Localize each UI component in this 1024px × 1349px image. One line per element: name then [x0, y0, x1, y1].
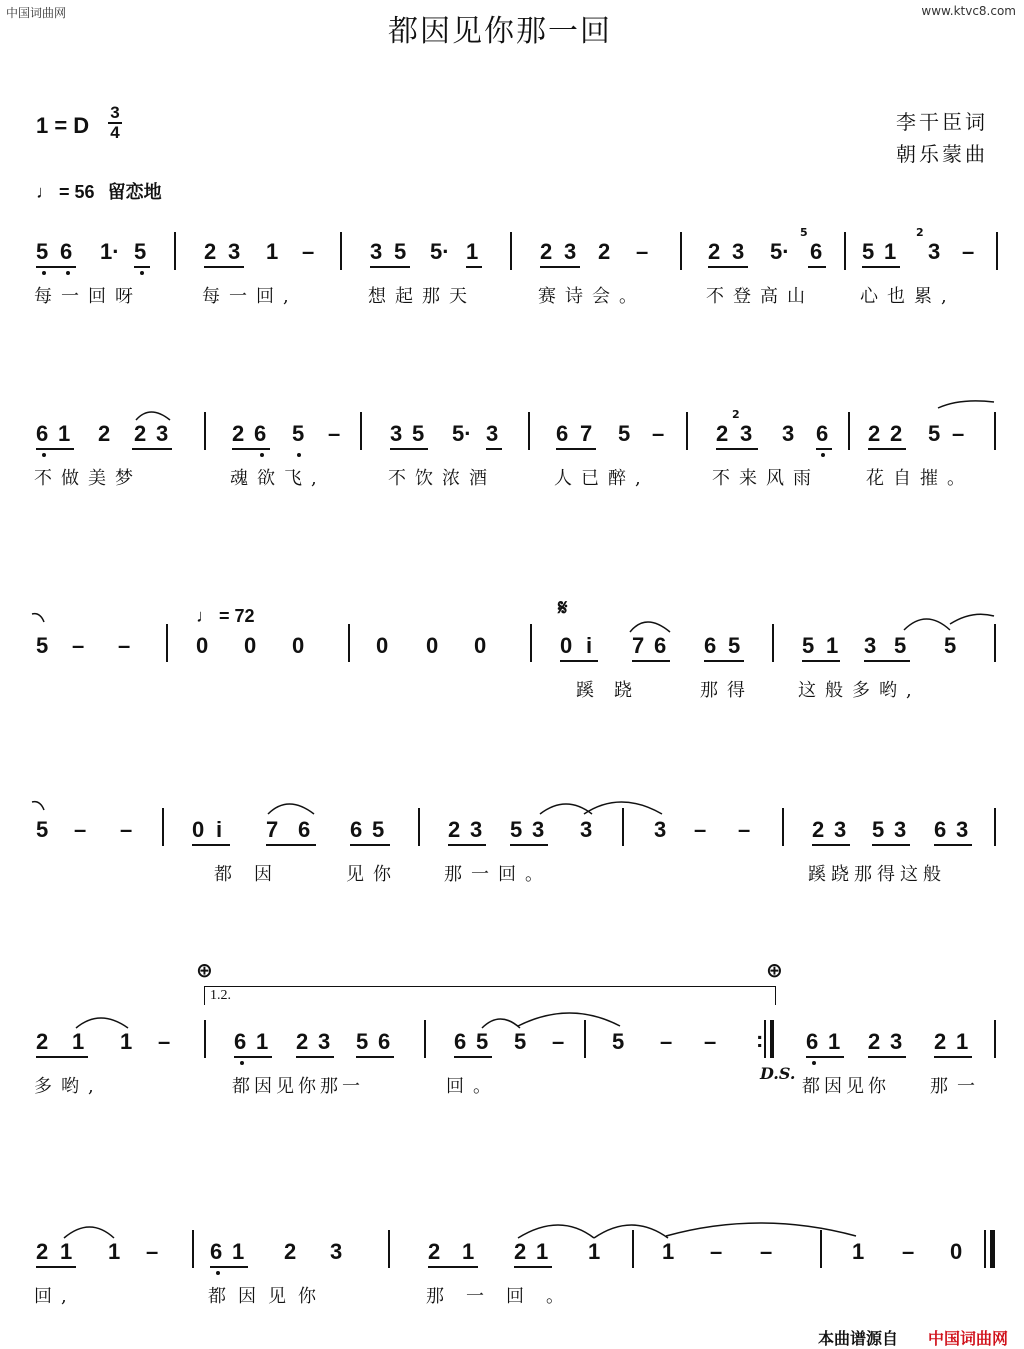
- note: i: [586, 633, 593, 658]
- note: 3: [330, 1239, 343, 1264]
- lyric: 心也累,: [860, 286, 956, 307]
- lyric: 蹊跷: [576, 680, 652, 701]
- segno-icon: 𝄋: [558, 596, 568, 621]
- dash: –: [704, 1029, 717, 1054]
- note: 5·: [770, 239, 790, 264]
- note: 5: [872, 817, 885, 842]
- tie: [76, 1018, 128, 1028]
- note: 3: [740, 421, 753, 446]
- lyric: 每一回,: [202, 286, 298, 307]
- lyric: 花自摧。: [866, 468, 974, 489]
- rest: 0: [376, 633, 389, 658]
- note: 5: [36, 239, 49, 264]
- note: 1: [60, 1239, 73, 1264]
- song-title: 都因见你那一回: [388, 14, 612, 49]
- note: 6: [816, 421, 829, 446]
- note: 6: [298, 817, 311, 842]
- dash: –: [902, 1239, 915, 1264]
- note: 1: [884, 239, 897, 264]
- time-sig-numerator: 3: [110, 103, 120, 122]
- note: 3: [486, 421, 499, 446]
- note: 3: [532, 817, 545, 842]
- note: 6: [934, 817, 947, 842]
- dash: –: [74, 817, 87, 842]
- note: 5: [618, 421, 631, 446]
- note: 3: [318, 1029, 331, 1054]
- dash: –: [302, 239, 315, 264]
- note: 3: [732, 239, 745, 264]
- note: 5: [862, 239, 875, 264]
- lyric: 不来风雨: [712, 468, 820, 489]
- footer-source-label: 本曲谱源自: [818, 1329, 899, 1348]
- note: 2: [868, 1029, 881, 1054]
- note: 2: [868, 421, 881, 446]
- note: 6: [210, 1239, 223, 1264]
- note: 3: [370, 239, 383, 264]
- note: 5·: [452, 421, 472, 446]
- note: 3: [956, 817, 969, 842]
- note: 7: [632, 633, 645, 658]
- grace-note: 2: [732, 408, 740, 421]
- note: 2: [296, 1029, 309, 1054]
- note: 6: [454, 1029, 467, 1054]
- note: 6: [36, 421, 49, 446]
- note: 1: [828, 1029, 841, 1054]
- note: 5: [612, 1029, 625, 1054]
- dash: –: [962, 239, 975, 264]
- lyric: 想起那天: [368, 286, 476, 307]
- tie: [938, 401, 994, 408]
- lyric: 魂欲飞,: [230, 468, 326, 489]
- lyric: 人已醉,: [554, 468, 650, 489]
- rest: 0: [192, 817, 205, 842]
- slur: [268, 804, 314, 814]
- lyric: 那得: [700, 680, 754, 701]
- note: 3: [928, 239, 941, 264]
- note: 2: [36, 1239, 49, 1264]
- dash: –: [952, 421, 965, 446]
- note: 3: [834, 817, 847, 842]
- note: 2: [36, 1029, 49, 1054]
- slur: [904, 619, 950, 630]
- note: 6: [254, 421, 267, 446]
- lyric: 都因见你那一: [232, 1076, 364, 1097]
- note: 2: [812, 817, 825, 842]
- note: 7: [580, 421, 593, 446]
- tie: [594, 1225, 668, 1238]
- repeat-dots: :: [756, 1027, 764, 1052]
- note: 5: [728, 633, 741, 658]
- note: 5: [476, 1029, 489, 1054]
- note: 3: [470, 817, 483, 842]
- dash: –: [146, 1239, 159, 1264]
- note: 2: [204, 239, 217, 264]
- lyric: 蹊跷那得这般: [808, 864, 946, 885]
- quarter-note-icon: ♩: [196, 606, 214, 626]
- note: 2: [232, 421, 245, 446]
- lyric: 那一回。: [444, 864, 552, 885]
- note: 3: [890, 1029, 903, 1054]
- coda-icon: ⊕: [196, 958, 213, 982]
- volta-label: 1.2.: [210, 988, 231, 1003]
- note: 1: [466, 239, 479, 264]
- tie: [584, 802, 662, 814]
- note: 3: [564, 239, 577, 264]
- note: 1: [232, 1239, 245, 1264]
- note: 5: [36, 633, 49, 658]
- note: 2: [284, 1239, 297, 1264]
- note: 6: [704, 633, 717, 658]
- footer-site-link[interactable]: 中国词曲网: [928, 1329, 1009, 1348]
- note: 5: [372, 817, 385, 842]
- note: 6: [378, 1029, 391, 1054]
- note: 6: [60, 239, 73, 264]
- rest: 0: [244, 633, 257, 658]
- note: 2: [716, 421, 729, 446]
- rest: 0: [292, 633, 305, 658]
- note: 6: [556, 421, 569, 446]
- note: 2: [428, 1239, 441, 1264]
- lyric: 都因见你: [802, 1076, 890, 1097]
- note: 5: [394, 239, 407, 264]
- dash: –: [72, 633, 85, 658]
- tempo-value: = 72: [219, 606, 255, 626]
- tie: [666, 1223, 856, 1236]
- note: 3: [864, 633, 877, 658]
- lyric: 这般多哟,: [798, 680, 921, 701]
- rest: 0: [426, 633, 439, 658]
- dash: –: [694, 817, 707, 842]
- note: i: [216, 817, 223, 842]
- dash: –: [118, 633, 131, 658]
- note: 1: [852, 1239, 865, 1264]
- note: 1: [662, 1239, 675, 1264]
- note: 2: [514, 1239, 527, 1264]
- lyric: 那一回。: [426, 1286, 586, 1307]
- note: 2: [98, 421, 111, 446]
- note: 6: [810, 239, 823, 264]
- lyric: 不做美梦: [34, 468, 142, 489]
- note: 2: [540, 239, 553, 264]
- note: 3: [156, 421, 169, 446]
- time-sig-denominator: 4: [110, 123, 120, 142]
- note: 2: [134, 421, 147, 446]
- rest: 0: [196, 633, 209, 658]
- dash: –: [328, 421, 341, 446]
- dash: –: [158, 1029, 171, 1054]
- dash: –: [760, 1239, 773, 1264]
- composer: 朝乐蒙曲: [896, 142, 988, 166]
- lyric: 不饮浓酒: [388, 468, 496, 489]
- tempo-expression: 留恋地: [107, 182, 162, 202]
- tie: [950, 614, 994, 624]
- note: 2: [708, 239, 721, 264]
- lyric: 见你: [346, 864, 400, 885]
- tie: [518, 1013, 620, 1026]
- note: 1: [256, 1029, 269, 1054]
- site-name-left: 中国词曲网: [6, 6, 67, 20]
- dash: –: [120, 817, 133, 842]
- note: 2: [890, 421, 903, 446]
- note: 6: [654, 633, 667, 658]
- note: 5·: [430, 239, 450, 264]
- note: 7: [266, 817, 279, 842]
- dash: –: [710, 1239, 723, 1264]
- key-signature: 1 = D: [36, 113, 90, 138]
- lyric: 那一: [930, 1076, 984, 1097]
- dash: –: [660, 1029, 673, 1054]
- lyric: 每一回呀: [34, 286, 142, 307]
- note: 3: [894, 817, 907, 842]
- note: 5: [292, 421, 305, 446]
- note: 5: [928, 421, 941, 446]
- lyric: 都因: [214, 864, 294, 885]
- note: 1: [588, 1239, 601, 1264]
- note: 3: [580, 817, 593, 842]
- slur: [630, 622, 670, 632]
- tie: [32, 614, 44, 622]
- site-url[interactable]: www.ktvc8.com: [921, 4, 1016, 18]
- note: 6: [806, 1029, 819, 1054]
- note: 5: [510, 817, 523, 842]
- grace-note: 2: [916, 226, 924, 239]
- tie: [540, 804, 592, 814]
- note: 1: [462, 1239, 475, 1264]
- tempo-value: = 56: [59, 182, 95, 202]
- lyricist: 李干臣词: [896, 110, 988, 134]
- slur: [482, 1019, 520, 1028]
- slur: [136, 412, 170, 420]
- note: 5: [412, 421, 425, 446]
- coda-icon: ⊕: [766, 958, 783, 982]
- quarter-note-icon: ♩: [36, 182, 54, 202]
- grace-note: 5: [800, 226, 808, 239]
- rest: 0: [474, 633, 487, 658]
- lyric: 多哟,: [34, 1076, 103, 1097]
- lyric: 回,: [34, 1286, 76, 1307]
- note: 5: [134, 239, 147, 264]
- dash: –: [652, 421, 665, 446]
- note: 3: [228, 239, 241, 264]
- note: 2: [598, 239, 611, 264]
- note: 5: [356, 1029, 369, 1054]
- lyric: 都因见你: [208, 1286, 328, 1307]
- note: 3: [390, 421, 403, 446]
- note: 5: [36, 817, 49, 842]
- note: 6: [350, 817, 363, 842]
- note: 3: [782, 421, 795, 446]
- tie: [64, 1227, 114, 1238]
- dash: –: [552, 1029, 565, 1054]
- lyric: 不登高山: [706, 286, 814, 307]
- note: 3: [654, 817, 667, 842]
- note: 1: [58, 421, 71, 446]
- note: 1: [266, 239, 279, 264]
- note: 1: [120, 1029, 133, 1054]
- tie: [32, 802, 44, 810]
- note: 2: [448, 817, 461, 842]
- note: 5: [514, 1029, 527, 1054]
- note: 1: [536, 1239, 549, 1264]
- note: 6: [234, 1029, 247, 1054]
- note: 5: [802, 633, 815, 658]
- dal-segno-mark: D.S.: [760, 1064, 796, 1083]
- note: 5: [894, 633, 907, 658]
- rest: 0: [560, 633, 573, 658]
- note: 1: [826, 633, 839, 658]
- note: 1: [108, 1239, 121, 1264]
- note: 1: [956, 1029, 969, 1054]
- note: 1·: [100, 239, 120, 264]
- dash: –: [636, 239, 649, 264]
- note: 5: [944, 633, 957, 658]
- lyric: 赛诗会。: [538, 286, 646, 307]
- dash: –: [738, 817, 751, 842]
- tie: [518, 1225, 594, 1238]
- rest: 0: [950, 1239, 963, 1264]
- lyric: 回。: [446, 1076, 500, 1097]
- note: 1: [72, 1029, 85, 1054]
- note: 2: [934, 1029, 947, 1054]
